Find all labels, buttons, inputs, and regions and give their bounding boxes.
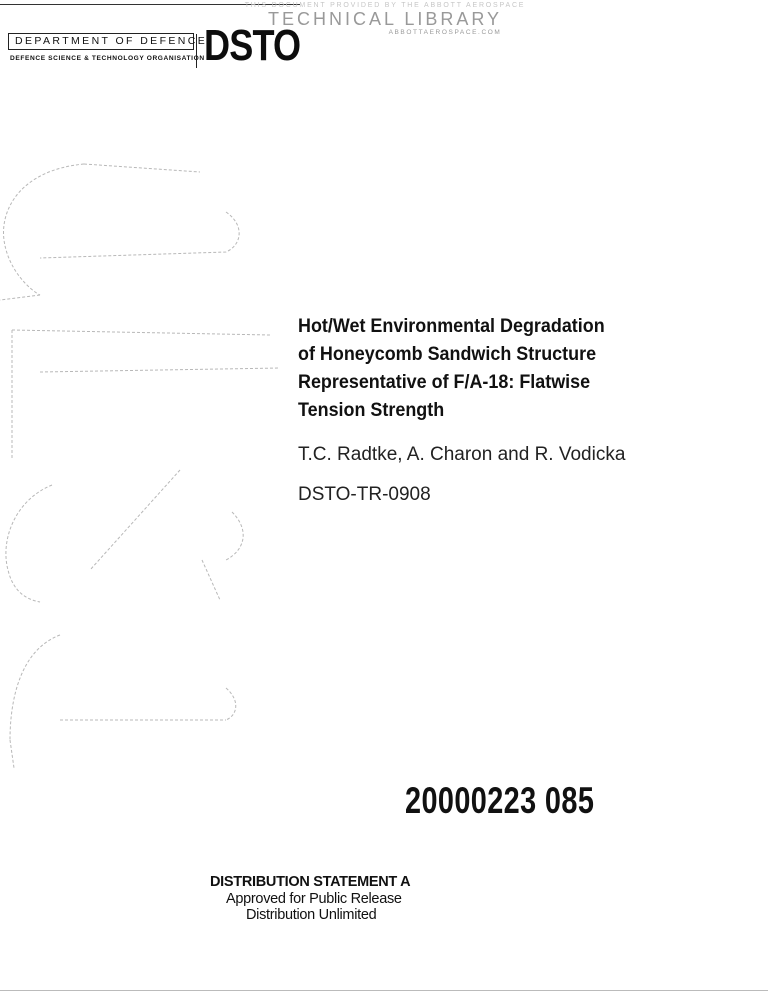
catalog-number: 20000223 085: [405, 780, 595, 821]
distribution-limit: Distribution Unlimited: [246, 907, 377, 923]
title-line: Representative of F/A-18: Flatwise: [298, 371, 591, 393]
title-line: Tension Strength: [298, 399, 445, 421]
watermark-provided-by: THIS DOCUMENT PROVIDED BY THE ABBOTT AEROSPACE: [244, 2, 526, 9]
title-line: of Honeycomb Sandwich Structure: [298, 343, 597, 365]
report-title: [298, 312, 684, 424]
department-box: DEPARTMENT OF DEFENCE: [8, 33, 194, 50]
watermark-url: ABBOTTAEROSPACE.COM: [388, 29, 502, 36]
watermark-library: TECHNICAL LIBRARY: [267, 9, 503, 29]
organisation-name: DEFENCE SCIENCE & TECHNOLOGY ORGANISATION: [10, 55, 205, 62]
header-divider: [196, 34, 197, 68]
authors: T.C. Radtke, A. Charon and R. Vodicka: [298, 444, 626, 465]
distribution-statement: DISTRIBUTION STATEMENT A: [210, 874, 411, 890]
dsto-logo: DSTO: [204, 21, 301, 70]
dsto-background-watermark: [0, 140, 300, 780]
bottom-rule: [0, 990, 768, 991]
report-number: DSTO-TR-0908: [298, 484, 431, 505]
distribution-approval: Approved for Public Release: [226, 891, 402, 907]
title-line: Hot/Wet Environmental Degradation: [298, 315, 605, 337]
